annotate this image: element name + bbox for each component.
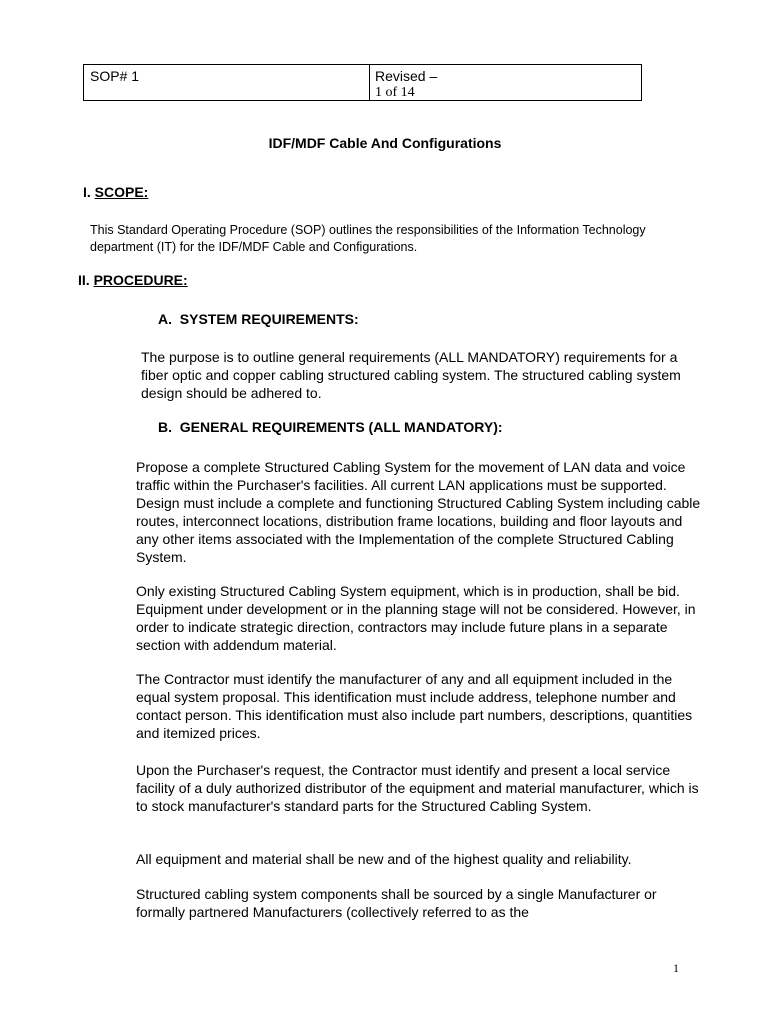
procedure-heading bbox=[78, 272, 188, 288]
header-table bbox=[83, 64, 642, 101]
sop-number-cell bbox=[84, 65, 370, 101]
procedure-number: II. bbox=[78, 272, 90, 288]
document-title: IDF/MDF Cable And Configurations bbox=[268, 135, 502, 151]
procedure-heading-text: PROCEDURE: bbox=[93, 272, 188, 288]
general-requirements-paragraph-6: Structured cabling system components shall be sourced by a single Manufacturer or formally partnered Manufacturers (collectively referred to as the bbox=[136, 886, 657, 920]
general-requirements-paragraph-5: All equipment and material shall be new and of the highest quality and reliability. bbox=[136, 851, 632, 867]
page-count: 1 of 14 bbox=[375, 85, 415, 100]
general-requirements-paragraph-3: The Contractor must identify the manufacturer of any and all equipment included in the equal system proposal. This identification must include address, telephone number and contact person. This identification must also include part numbers, descriptions, quantities and itemized prices. bbox=[136, 671, 693, 741]
general-requirements-paragraph-1: Propose a complete Structured Cabling System for the movement of LAN data and voice traffic within the Purchaser's facilities. All current LAN applications must be supported. Design must include a complete and functioning Structured Cabling System including cable routes, interconnect locations, distribution frame locations, building and floor layouts and any other items associated with the Implementation of the complete Structured Cabling System. bbox=[136, 459, 701, 565]
scope-number: I. bbox=[83, 184, 91, 200]
revised-label: Revised – bbox=[375, 68, 438, 84]
general-requirements-heading: B. GENERAL REQUIREMENTS (ALL MANDATORY): bbox=[158, 419, 503, 435]
revision-cell bbox=[370, 65, 642, 101]
scope-paragraph: This Standard Operating Procedure (SOP) outlines the responsibilities of the Information Technology department (IT) for the IDF/MDF Cable and Configurations. bbox=[90, 223, 646, 254]
general-requirements-paragraph-4: Upon the Purchaser's request, the Contractor must identify and present a local service facility of a duly authorized distributor of the equipment and material manufacturer, which is to stock manufacturer's standard parts for the Structured Cabling System. bbox=[136, 762, 699, 814]
scope-heading bbox=[83, 184, 148, 200]
system-requirements-heading: A. SYSTEM REQUIREMENTS: bbox=[158, 311, 359, 327]
scope-heading-text: SCOPE: bbox=[94, 184, 149, 200]
system-requirements-paragraph: The purpose is to outline general requirements (ALL MANDATORY) requirements for a fiber optic and copper cabling structured cabling system. The structured cabling system design should be adhered to. bbox=[141, 349, 681, 401]
general-requirements-paragraph-2: Only existing Structured Cabling System equipment, which is in production, shall be bid. Equipment under development or in the planning stage will not be considered. However, in order to indicate strategic direction, contractors may include future plans in a separate section with addendum material. bbox=[136, 583, 696, 653]
sop-number: SOP# 1 bbox=[90, 68, 140, 84]
page-number: 1 bbox=[673, 961, 679, 975]
